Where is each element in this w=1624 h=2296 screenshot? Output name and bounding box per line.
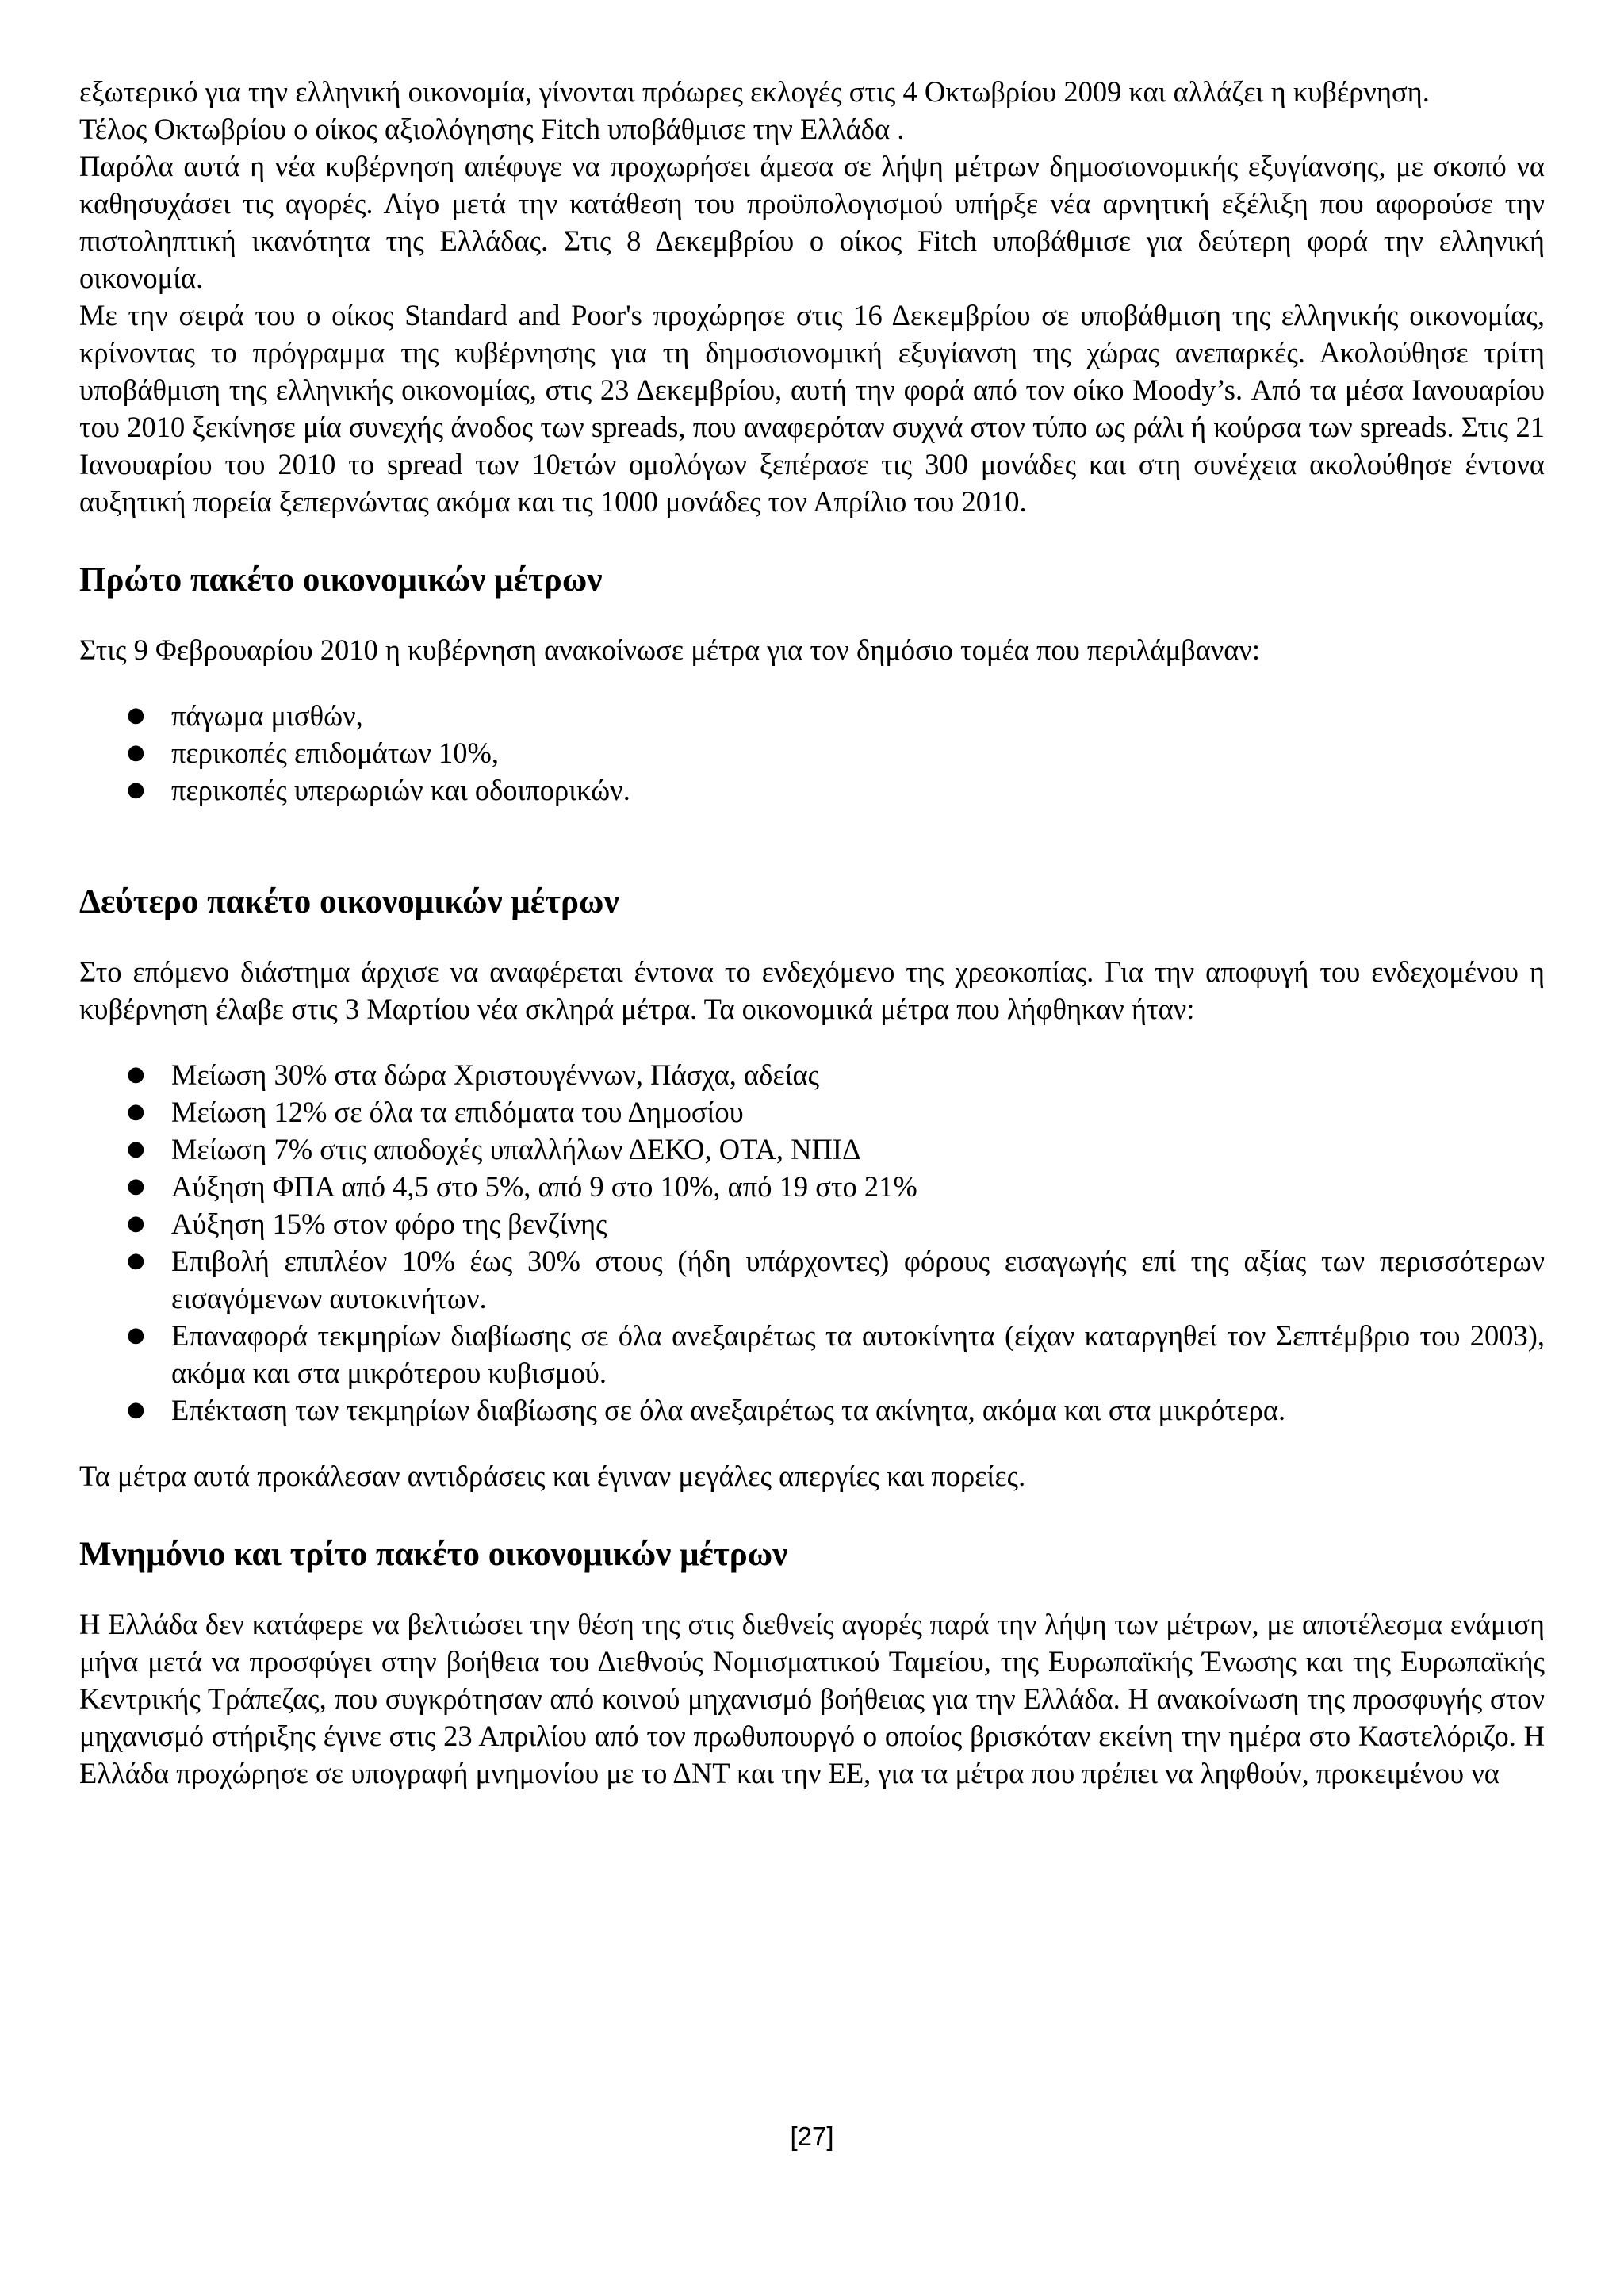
section2-paragraph: Στο επόμενο διάστημα άρχισε να αναφέρεται έντονα το ενδεχόμενο της χρεοκοπίας. Για την αποφυγή του ενδεχομένου η κυβέρνηση έλαβε στις 3 Μαρτίου νέα σκληρά μέτρα. Τα οικονομικά μέτρα που λήφθηκαν ήταν:: [79, 955, 1545, 1025]
list-item-text: Επιβολή επιπλέον 10% έως 30% στους (ήδη υπάρχοντες) φόρους εισαγωγής επί της αξίας των περισσότερων εισαγόμενων αυτοκινήτων.: [171, 1245, 1545, 1314]
spacer: [79, 1429, 1545, 1457]
list-item: [79, 734, 1545, 771]
list-item: [79, 1391, 1545, 1429]
bullet-icon: ●: [127, 1100, 145, 1123]
section3-paragraph: Η Ελλάδα δεν κατάφερε να βελτιώσει την θέση της στις διεθνείς αγορές παρά την λήψη των μέτρων, με αποτέλεσμα ενάμιση μήνα μετά να προσφύγει στην βοήθεια του Διεθνούς Νομισματικού Ταμείου, της Ευρωπαϊκής Ένωσης και της Ευρωπαϊκής Κεντρικής Τράπεζας, που συγκρότησαν από κοινού μηχανισμό βοήθειας για την Ελλάδα. Η ανακοίνωση της προσφυγής στον μηχανισμό στήριξης έγινε στις 23 Απριλίου από τον πρωθυπουργό ο οποίος βρισκόταν εκείνη την ημέρα στο Καστελόριζο. Η Ελλάδα προχώρησε σε υπογραφή μνημονίου με το ΔΝΤ και την ΕΕ, για τα μέτρα που πρέπει να ληφθούν, προκειμένου να: [79, 1608, 1545, 1789]
list-item: [79, 1093, 1545, 1131]
section2-bullet-list: [79, 1056, 1545, 1429]
spacer: [79, 520, 1545, 558]
list-item-text: Αύξηση ΦΠΑ από 4,5 στο 5%, από 9 στο 10%, από 19 στο 21%: [171, 1170, 917, 1203]
intro-paragraph-3: Παρόλα αυτά η νέα κυβέρνηση απέφυγε να προχωρήσει άμεσα σε λήψη μέτρων δημοσιονομικής εξυγίανσης, με σκοπό να καθησυχάσει τις αγορές. Λίγο μετά την κατάθεση του προϋπολογισμού υπήρξε νέα αρνητική εξέλιξη που αφορούσε την πιστοληπτική ικανότητα της Ελλάδας. Στις 8 Δεκεμβρίου ο οίκος Fitch υποβάθμισε για δεύτερη φορά την ελληνική οικονομία.: [79, 150, 1545, 294]
bullet-icon: ●: [127, 1174, 145, 1198]
list-item: [79, 1242, 1545, 1317]
section-heading-second-package: Δεύτερο πακέτο οικονομικών μέτρων: [79, 883, 619, 920]
list-item: [79, 1056, 1545, 1093]
intro-paragraph-1: εξωτερικό για την ελληνική οικονομία, γίνονται πρόωρες εκλογές στις 4 Οκτωβρίου 2009 και αλλάζει η κυβέρνηση.: [79, 75, 1430, 108]
list-item: [79, 1317, 1545, 1391]
intro-paragraph-2: Τέλος Οκτωβρίου ο οίκος αξιολόγησης Fitch υποβάθμισε την Ελλάδα .: [79, 113, 905, 145]
list-item-text: Μείωση 30% στα δώρα Χριστουγέννων, Πάσχα, αδείας: [171, 1058, 820, 1091]
list-item-text: Επαναφορά τεκμηρίων διαβίωσης σε όλα ανεξαιρέτως τα αυτοκίνητα (είχαν καταργηθεί τον Σεπτέμβριο του 2003), ακόμα και στα μικρότερου κυβισμού.: [171, 1319, 1545, 1389]
spacer: [79, 1577, 1545, 1605]
page-number: [27]: [790, 2122, 834, 2151]
list-item: [79, 1168, 1545, 1205]
list-item-text: Μείωση 7% στις αποδοχές υπαλλήλων ΔΕΚΟ, ΟΤΑ, ΝΠΙΔ: [171, 1133, 861, 1165]
list-item-text: πάγωμα μισθών,: [171, 699, 363, 732]
bullet-icon: ●: [127, 740, 145, 764]
section-heading-first-package: Πρώτο πακέτο οικονομικών μέτρων: [79, 561, 603, 599]
document-page: [79, 73, 1545, 1792]
section-heading-memorandum: Μνημόνιο και τρίτο πακέτο οικονομικών μέτρων: [79, 1536, 788, 1573]
list-item: [79, 697, 1545, 734]
bullet-icon: ●: [127, 1062, 145, 1086]
spacer: [79, 809, 1545, 880]
list-item-text: Μείωση 12% σε όλα τα επιδόματα του Δημοσίου: [171, 1096, 744, 1128]
spacer: [79, 603, 1545, 631]
spacer: [79, 924, 1545, 953]
section1-paragraph: Στις 9 Φεβρουαρίου 2010 η κυβέρνηση ανακοίνωσε μέτρα για τον δημόσιο τομέα που περιλάμβαναν:: [79, 633, 1261, 666]
intro-paragraph-4: Με την σειρά του ο οίκος Standard and Poor's προχώρησε στις 16 Δεκεμβρίου σε υποβάθμιση της ελληνικής οικονομίας, κρίνοντας το πρόγραμμα της κυβέρνησης για τη δημοσιονομική εξυγίανση της χώρας ανεπαρκές. Ακολούθησε τρίτη υποβάθμιση της ελληνικής οικονομίας, στις 23 Δεκεμβρίου, αυτή την φορά από τον οίκο Moody’s. Από τα μέσα Ιανουαρίου του 2010 ξεκίνησε μία συνεχής άνοδος των spreads, που αναφερόταν συχνά στον τύπο ως ράλι ή κούρσα των spreads. Στις 21 Ιανουαρίου του 2010 το spread των 10ετών ομολόγων ξεπέρασε τις 300 μονάδες και στη συνέχεια ακολούθησε έντονα αυξητική πορεία ξεπερνώντας ακόμα και τις 1000 μονάδες τον Απρίλιο του 2010.: [79, 299, 1545, 518]
list-item: [79, 1205, 1545, 1242]
bullet-icon: ●: [127, 1211, 145, 1235]
spacer: [79, 1494, 1545, 1533]
bullet-icon: ●: [127, 778, 145, 802]
spacer: [79, 668, 1545, 697]
bullet-icon: ●: [127, 1398, 145, 1422]
section1-bullet-list: [79, 697, 1545, 809]
bullet-icon: ●: [127, 1137, 145, 1161]
bullet-icon: ●: [127, 703, 145, 727]
bullet-icon: ●: [127, 1249, 145, 1272]
bullet-icon: ●: [127, 1323, 145, 1347]
list-item: [79, 1131, 1545, 1168]
list-item-text: περικοπές υπερωριών και οδοιπορικών.: [171, 774, 630, 806]
list-item: [79, 771, 1545, 809]
list-item-text: Επέκταση των τεκμηρίων διαβίωσης σε όλα ανεξαιρέτως τα ακίνητα, ακόμα και στα μικρότερα.: [171, 1394, 1286, 1426]
section2-closing-paragraph: Τα μέτρα αυτά προκάλεσαν αντιδράσεις και έγιναν μεγάλες απεργίες και πορείες.: [79, 1460, 1026, 1492]
list-item-text: Αύξηση 15% στον φόρο της βενζίνης: [171, 1207, 607, 1240]
spacer: [79, 1027, 1545, 1056]
list-item-text: περικοπές επιδομάτων 10%,: [171, 737, 500, 769]
